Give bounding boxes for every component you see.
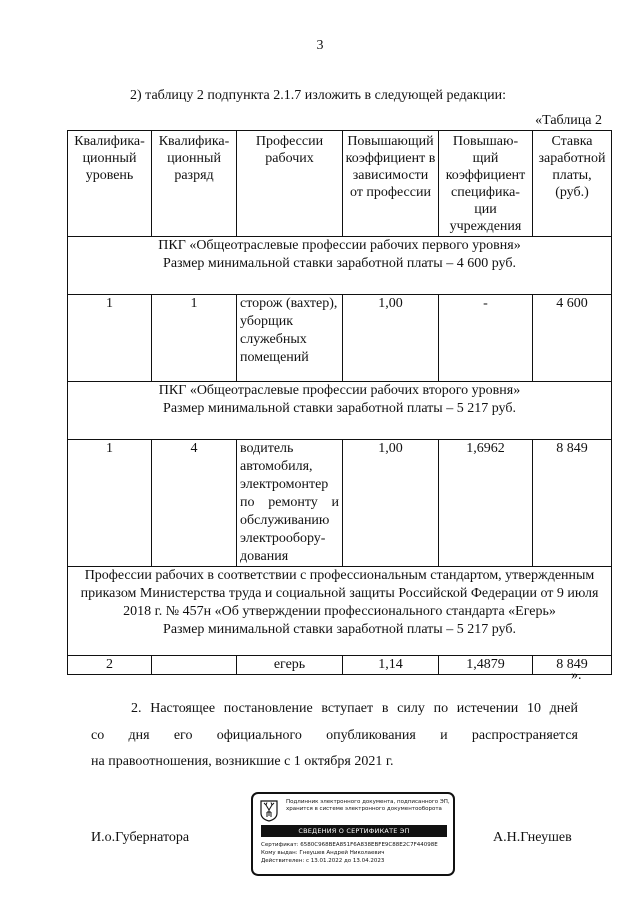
certificate-validity: Действителен: с 13.01.2022 до 13.04.2023	[261, 858, 385, 864]
page-number: 3	[316, 38, 324, 53]
header-rate: Ставка заработной платы, (руб.)	[533, 131, 612, 237]
group-title-row	[68, 237, 612, 295]
cell-rate: 4 600	[533, 295, 612, 382]
cell-profession: сторож (вахтер), уборщик служебных помещений	[237, 295, 343, 382]
table-row	[68, 295, 612, 382]
signer-title: И.о.Губернатора	[91, 830, 190, 845]
header-coef-profession: Повышающий коэффициент в зависимости от профессии	[343, 131, 439, 237]
paragraph-line: со дня его официального опубликования и распространяется	[91, 728, 578, 743]
cell-level: 1	[68, 440, 152, 567]
header-grade: Квалифика-ционный разряд	[152, 131, 237, 237]
group-title-line: ПКГ «Общеотраслевые профессии рабочих второго уровня»	[158, 383, 521, 398]
stamp-details	[261, 841, 451, 865]
table-header-row	[68, 131, 612, 237]
group-min-rate-line: Размер минимальной ставки заработной платы – 5 217 руб.	[163, 622, 516, 637]
group-title	[68, 567, 612, 656]
cell-level: 1	[68, 295, 152, 382]
group-min-rate-line: Размер минимальной ставки заработной платы – 5 217 руб.	[163, 401, 516, 416]
group-title-line: Профессии рабочих в соответствии с профессиональным стандартом, утвержденным приказом Министерства труда и социальной защиты Российской Федерации от 9 июля 2018 г. № 457н «Об утверждении профессионального стандарта «Егерь»	[80, 568, 599, 619]
cell-profession: егерь	[237, 656, 343, 675]
cell-rate: 8 849	[533, 440, 612, 567]
header-level: Квалифика-ционный уровень	[68, 131, 152, 237]
group-title-line: ПКГ «Общеотраслевые профессии рабочих первого уровня»	[158, 238, 521, 253]
e-signature-stamp	[251, 792, 455, 876]
cell-level: 2	[68, 656, 152, 675]
certificate-id: Сертификат: 6580C968BEA851F6A838EBFE9C88E2C7F44098E	[261, 842, 438, 848]
deer-emblem-icon	[260, 800, 278, 822]
stamp-title-bar: СВЕДЕНИЯ О СЕРТИФИКАТЕ ЭП	[261, 825, 447, 837]
cell-coef-institution: 1,4879	[439, 656, 533, 675]
cell-rate: 8 849	[533, 656, 612, 675]
wage-table	[67, 130, 612, 675]
signer-name: А.Н.Гнеушев	[493, 830, 572, 845]
table-caption: «Таблица 2	[535, 113, 602, 128]
header-profession: Профессии рабочих	[237, 131, 343, 237]
group-title	[68, 382, 612, 440]
cell-grade	[152, 656, 237, 675]
group-title-row	[68, 382, 612, 440]
header-coef-institution: Повышаю-щий коэффициент специфика-ции учреждения	[439, 131, 533, 237]
certificate-owner: Кому выдан: Гнеушев Андрей Николаевич	[261, 850, 385, 856]
cell-coef-institution: -	[439, 295, 533, 382]
cell-coef-profession: 1,00	[343, 440, 439, 567]
cell-profession: водитель автомобиля, электромонтер по ремонту и обслуживанию электрообору-дования	[237, 440, 343, 567]
group-min-rate-line: Размер минимальной ставки заработной платы – 4 600 руб.	[163, 256, 516, 271]
group-title	[68, 237, 612, 295]
table-row	[68, 440, 612, 567]
paragraph-line: на правоотношения, возникшие с 1 октября 2021 г.	[91, 754, 394, 769]
stamp-notice-line: хранится в системе электронного документооборота	[286, 806, 442, 812]
cell-coef-institution: 1,6962	[439, 440, 533, 567]
cell-grade: 4	[152, 440, 237, 567]
paragraph-line: 2. Настоящее постановление вступает в силу по истечении 10 дней	[131, 701, 578, 716]
cell-grade: 1	[152, 295, 237, 382]
table-row	[68, 656, 612, 675]
cell-coef-profession: 1,00	[343, 295, 439, 382]
group-title-row	[68, 567, 612, 656]
closing-quote: ».	[571, 668, 582, 683]
stamp-notice-line: Подлинник электронного документа, подписанного ЭП,	[286, 799, 450, 805]
stamp-notice	[286, 799, 452, 813]
intro-text: 2) таблицу 2 подпункта 2.1.7 изложить в следующей редакции:	[130, 88, 506, 103]
cell-coef-profession: 1,14	[343, 656, 439, 675]
